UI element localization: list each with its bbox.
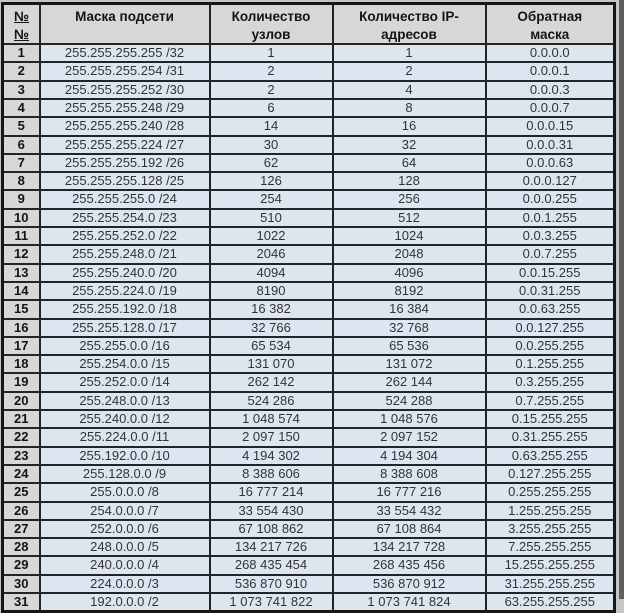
col-header-host-count: Количество узлов [210, 4, 333, 45]
cell-wildcard-mask: 0.0.7.255 [486, 245, 615, 263]
table-row [3, 172, 615, 190]
table-row [3, 502, 615, 520]
cell-wildcard-mask: 0.0.255.255 [486, 337, 615, 355]
table-row [3, 575, 615, 593]
cell-row-number: 11 [3, 227, 40, 245]
table-row [3, 117, 615, 135]
cell-row-number: 7 [3, 154, 40, 172]
cell-host-count: 30 [210, 136, 333, 154]
cell-wildcard-mask: 0.0.0.255 [486, 190, 615, 208]
cell-wildcard-mask: 7.255.255.255 [486, 538, 615, 556]
cell-ip-count: 262 144 [333, 373, 486, 391]
cell-ip-count: 8192 [333, 282, 486, 300]
cell-wildcard-mask: 0.0.0.31 [486, 136, 615, 154]
cell-host-count: 2 [210, 62, 333, 80]
table-row [3, 190, 615, 208]
cell-wildcard-mask: 0.0.0.0 [486, 44, 615, 62]
cell-ip-count: 512 [333, 209, 486, 227]
table-row [3, 264, 615, 282]
cell-subnet-mask: 255.255.0.0 /16 [40, 337, 210, 355]
cell-wildcard-mask: 0.15.255.255 [486, 410, 615, 428]
cell-host-count: 67 108 862 [210, 520, 333, 538]
table-row [3, 538, 615, 556]
cell-ip-count: 1024 [333, 227, 486, 245]
table-row [3, 62, 615, 80]
cell-ip-count: 16 777 216 [333, 483, 486, 501]
table-row [3, 81, 615, 99]
cell-ip-count: 4 [333, 81, 486, 99]
cell-ip-count: 16 [333, 117, 486, 135]
cell-wildcard-mask: 0.127.255.255 [486, 465, 615, 483]
cell-wildcard-mask: 0.0.15.255 [486, 264, 615, 282]
cell-ip-count: 134 217 728 [333, 538, 486, 556]
table-row [3, 300, 615, 318]
cell-row-number: 18 [3, 355, 40, 373]
table-row [3, 227, 615, 245]
cell-ip-count: 32 [333, 136, 486, 154]
cell-ip-count: 8 [333, 99, 486, 117]
cell-host-count: 32 766 [210, 319, 333, 337]
table-row [3, 392, 615, 410]
cell-row-number: 25 [3, 483, 40, 501]
cell-subnet-mask: 255.252.0.0 /14 [40, 373, 210, 391]
cell-ip-count: 8 388 608 [333, 465, 486, 483]
cell-subnet-mask: 254.0.0.0 /7 [40, 502, 210, 520]
cell-ip-count: 16 384 [333, 300, 486, 318]
cell-ip-count: 2 097 152 [333, 428, 486, 446]
cell-row-number: 12 [3, 245, 40, 263]
cell-subnet-mask: 255.255.255.248 /29 [40, 99, 210, 117]
cell-host-count: 65 534 [210, 337, 333, 355]
cell-ip-count: 4 194 304 [333, 447, 486, 465]
cell-host-count: 33 554 430 [210, 502, 333, 520]
cell-row-number: 13 [3, 264, 40, 282]
table-row [3, 410, 615, 428]
cell-row-number: 22 [3, 428, 40, 446]
cell-row-number: 23 [3, 447, 40, 465]
cell-subnet-mask: 255.255.255.254 /31 [40, 62, 210, 80]
cell-subnet-mask: 255.255.255.0 /24 [40, 190, 210, 208]
cell-subnet-mask: 255.255.255.128 /25 [40, 172, 210, 190]
cell-ip-count: 1 073 741 824 [333, 593, 486, 612]
cell-subnet-mask: 192.0.0.0 /2 [40, 593, 210, 612]
cell-ip-count: 256 [333, 190, 486, 208]
cell-row-number: 31 [3, 593, 40, 612]
cell-ip-count: 33 554 432 [333, 502, 486, 520]
cell-subnet-mask: 240.0.0.0 /4 [40, 556, 210, 574]
header-row [3, 4, 615, 45]
cell-host-count: 2046 [210, 245, 333, 263]
cell-row-number: 28 [3, 538, 40, 556]
cell-subnet-mask: 255.255.224.0 /19 [40, 282, 210, 300]
cell-wildcard-mask: 31.255.255.255 [486, 575, 615, 593]
cell-subnet-mask: 255.255.248.0 /21 [40, 245, 210, 263]
cell-ip-count: 2048 [333, 245, 486, 263]
cell-host-count: 4 194 302 [210, 447, 333, 465]
cell-host-count: 268 435 454 [210, 556, 333, 574]
cell-host-count: 524 286 [210, 392, 333, 410]
cell-wildcard-mask: 3.255.255.255 [486, 520, 615, 538]
table-row [3, 319, 615, 337]
cell-subnet-mask: 255.128.0.0 /9 [40, 465, 210, 483]
col-header-subnet-mask: Маска подсети [40, 4, 210, 45]
table-row [3, 99, 615, 117]
cell-row-number: 9 [3, 190, 40, 208]
subnet-mask-table [1, 2, 616, 613]
cell-wildcard-mask: 1.255.255.255 [486, 502, 615, 520]
table-row [3, 282, 615, 300]
cell-subnet-mask: 255.255.192.0 /18 [40, 300, 210, 318]
cell-wildcard-mask: 0.63.255.255 [486, 447, 615, 465]
cell-host-count: 16 382 [210, 300, 333, 318]
cell-wildcard-mask: 0.0.63.255 [486, 300, 615, 318]
cell-subnet-mask: 255.240.0.0 /12 [40, 410, 210, 428]
cell-host-count: 134 217 726 [210, 538, 333, 556]
cell-host-count: 2 097 150 [210, 428, 333, 446]
cell-ip-count: 1 [333, 44, 486, 62]
cell-wildcard-mask: 0.1.255.255 [486, 355, 615, 373]
cell-host-count: 8190 [210, 282, 333, 300]
cell-subnet-mask: 255.248.0.0 /13 [40, 392, 210, 410]
cell-ip-count: 32 768 [333, 319, 486, 337]
cell-wildcard-mask: 0.0.31.255 [486, 282, 615, 300]
cell-wildcard-mask: 0.31.255.255 [486, 428, 615, 446]
cell-row-number: 14 [3, 282, 40, 300]
cell-ip-count: 268 435 456 [333, 556, 486, 574]
table-row [3, 447, 615, 465]
cell-ip-count: 4096 [333, 264, 486, 282]
cell-host-count: 2 [210, 81, 333, 99]
table-row [3, 428, 615, 446]
cell-host-count: 536 870 910 [210, 575, 333, 593]
cell-host-count: 62 [210, 154, 333, 172]
table-row [3, 154, 615, 172]
cell-row-number: 15 [3, 300, 40, 318]
cell-row-number: 2 [3, 62, 40, 80]
cell-subnet-mask: 224.0.0.0 /3 [40, 575, 210, 593]
cell-row-number: 8 [3, 172, 40, 190]
cell-subnet-mask: 255.255.240.0 /20 [40, 264, 210, 282]
cell-subnet-mask: 255.255.252.0 /22 [40, 227, 210, 245]
cell-subnet-mask: 248.0.0.0 /5 [40, 538, 210, 556]
cell-row-number: 3 [3, 81, 40, 99]
cell-wildcard-mask: 0.0.0.1 [486, 62, 615, 80]
cell-row-number: 26 [3, 502, 40, 520]
cell-host-count: 254 [210, 190, 333, 208]
cell-ip-count: 128 [333, 172, 486, 190]
cell-subnet-mask: 255.254.0.0 /15 [40, 355, 210, 373]
col-header-wildcard-mask: Обратная маска [486, 4, 615, 45]
cell-wildcard-mask: 0.255.255.255 [486, 483, 615, 501]
cell-row-number: 16 [3, 319, 40, 337]
cell-host-count: 1 [210, 44, 333, 62]
cell-host-count: 1022 [210, 227, 333, 245]
cell-row-number: 20 [3, 392, 40, 410]
cell-row-number: 10 [3, 209, 40, 227]
cell-row-number: 30 [3, 575, 40, 593]
cell-wildcard-mask: 0.0.1.255 [486, 209, 615, 227]
cell-subnet-mask: 255.224.0.0 /11 [40, 428, 210, 446]
cell-row-number: 29 [3, 556, 40, 574]
cell-ip-count: 1 048 576 [333, 410, 486, 428]
cell-subnet-mask: 255.255.255.252 /30 [40, 81, 210, 99]
cell-wildcard-mask: 0.0.3.255 [486, 227, 615, 245]
cell-subnet-mask: 255.255.255.192 /26 [40, 154, 210, 172]
cell-subnet-mask: 255.255.254.0 /23 [40, 209, 210, 227]
table-row [3, 337, 615, 355]
cell-ip-count: 64 [333, 154, 486, 172]
cell-host-count: 1 048 574 [210, 410, 333, 428]
cell-host-count: 126 [210, 172, 333, 190]
cell-host-count: 14 [210, 117, 333, 135]
cell-row-number: 19 [3, 373, 40, 391]
table-body [3, 44, 615, 612]
cell-host-count: 262 142 [210, 373, 333, 391]
cell-row-number: 24 [3, 465, 40, 483]
table-row [3, 465, 615, 483]
col-header-row-number [3, 4, 40, 45]
cell-wildcard-mask: 0.0.0.63 [486, 154, 615, 172]
cell-subnet-mask: 255.255.255.224 /27 [40, 136, 210, 154]
cell-wildcard-mask: 0.0.0.15 [486, 117, 615, 135]
cell-ip-count: 67 108 864 [333, 520, 486, 538]
cell-row-number: 27 [3, 520, 40, 538]
cell-host-count: 16 777 214 [210, 483, 333, 501]
cell-host-count: 1 073 741 822 [210, 593, 333, 612]
cell-wildcard-mask: 0.3.255.255 [486, 373, 615, 391]
table-row [3, 245, 615, 263]
cell-subnet-mask: 255.255.255.240 /28 [40, 117, 210, 135]
cell-row-number: 1 [3, 44, 40, 62]
cell-wildcard-mask: 15.255.255.255 [486, 556, 615, 574]
col-header-ip-count: Количество IP-адресов [333, 4, 486, 45]
cell-wildcard-mask: 0.0.0.7 [486, 99, 615, 117]
cell-subnet-mask: 255.255.255.255 /32 [40, 44, 210, 62]
table-row [3, 136, 615, 154]
cell-wildcard-mask: 0.0.0.127 [486, 172, 615, 190]
cell-row-number: 5 [3, 117, 40, 135]
cell-row-number: 6 [3, 136, 40, 154]
cell-subnet-mask: 255.255.128.0 /17 [40, 319, 210, 337]
cell-row-number: 4 [3, 99, 40, 117]
cell-host-count: 131 070 [210, 355, 333, 373]
right-edge-shadow [619, 0, 624, 599]
table-row [3, 209, 615, 227]
cell-host-count: 6 [210, 99, 333, 117]
table-row [3, 483, 615, 501]
cell-subnet-mask: 252.0.0.0 /6 [40, 520, 210, 538]
cell-subnet-mask: 255.192.0.0 /10 [40, 447, 210, 465]
cell-ip-count: 65 536 [333, 337, 486, 355]
table-row [3, 593, 615, 612]
cell-wildcard-mask: 0.7.255.255 [486, 392, 615, 410]
cell-ip-count: 536 870 912 [333, 575, 486, 593]
cell-wildcard-mask: 63.255.255.255 [486, 593, 615, 612]
cell-host-count: 510 [210, 209, 333, 227]
table-row [3, 44, 615, 62]
cell-wildcard-mask: 0.0.0.3 [486, 81, 615, 99]
cell-row-number: 21 [3, 410, 40, 428]
table-row [3, 373, 615, 391]
cell-ip-count: 524 288 [333, 392, 486, 410]
cell-host-count: 4094 [210, 264, 333, 282]
cell-ip-count: 131 072 [333, 355, 486, 373]
cell-ip-count: 2 [333, 62, 486, 80]
table-row [3, 556, 615, 574]
cell-host-count: 8 388 606 [210, 465, 333, 483]
cell-subnet-mask: 255.0.0.0 /8 [40, 483, 210, 501]
row-number-header-label: №№ [14, 9, 30, 42]
cell-row-number: 17 [3, 337, 40, 355]
cell-wildcard-mask: 0.0.127.255 [486, 319, 615, 337]
table-row [3, 520, 615, 538]
table-row [3, 355, 615, 373]
